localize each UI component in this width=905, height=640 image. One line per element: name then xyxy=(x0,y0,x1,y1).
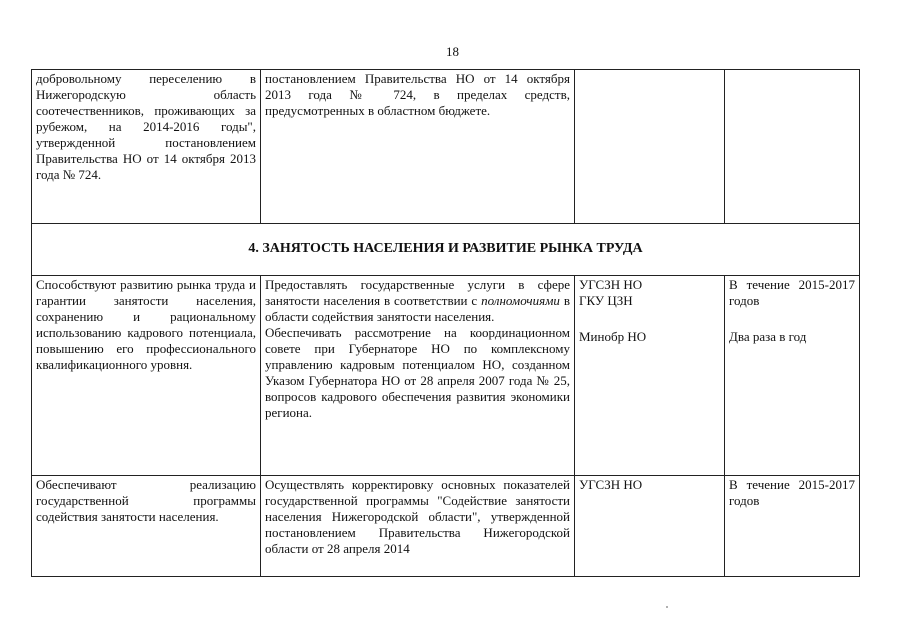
org-name: УГСЗН НО xyxy=(579,277,643,292)
italic-text: полномочиями xyxy=(481,293,560,308)
table-cell: УГСЗН НО xyxy=(575,476,725,577)
table-cell xyxy=(261,276,575,476)
table-cell xyxy=(575,276,725,476)
measures-table xyxy=(31,69,860,577)
page-number: 18 xyxy=(446,44,459,59)
text-span: в области содействия занятости населения. xyxy=(265,293,570,324)
deadline-text: В течение 2015-2017 годов xyxy=(729,277,855,308)
section-title: 4. ЗАНЯТОСТЬ НАСЕЛЕНИЯ И РАЗВИТИЕ РЫНКА ТРУДА xyxy=(32,224,860,276)
table-row xyxy=(32,276,860,476)
table-row xyxy=(32,476,860,577)
paragraph xyxy=(265,277,570,325)
section-row xyxy=(32,224,860,276)
table-cell: Осуществлять корректировку основных показателей государственной программы "Содействие занятости населения Нижегородской области", утвержденной постановлением Правительства Нижегородской области от 28 апреля 2014 xyxy=(261,476,575,577)
table-row xyxy=(32,70,860,224)
scan-speck xyxy=(664,604,670,610)
text-span: Предоставлять государственные услуги в сфере занятости населения в соответствии с xyxy=(265,277,570,308)
table-cell xyxy=(575,70,725,224)
table-cell: Обеспечивают реализацию государственной программы содействия занятости населения. xyxy=(32,476,261,577)
deadline-text: Два раза в год xyxy=(729,329,807,344)
table-cell xyxy=(725,70,860,224)
table-cell: В течение 2015-2017 годов xyxy=(725,476,860,577)
table-cell xyxy=(725,276,860,476)
table-cell: постановлением Правительства НО от 14 октября 2013 года № 724, в пределах средств, предусмотренных в областном бюджете. xyxy=(261,70,575,224)
table-cell: добровольному переселению в Нижегородскую область соотечественников, проживающих за рубежом, на 2014-2016 годы", утвержденной постановлением Правительства НО от 14 октября 2013 года № 724. xyxy=(32,70,261,224)
table-cell: Способствуют развитию рынка труда и гарантии занятости населения, сохранению и рациональному использованию кадрового потенциала, повышению его профессионального квалификационного уровня. xyxy=(32,276,261,476)
org-name: ГКУ ЦЗН xyxy=(579,293,633,308)
paragraph: Обеспечивать рассмотрение на координационном совете при Губернаторе НО по комплексному управлению кадровым потенциалом НО, созданном Указом Губернатора НО от 28 апреля 2007 года № 25, вопросов кадрового обеспечения развития экономики региона. xyxy=(265,325,570,420)
org-name: Минобр НО xyxy=(579,329,647,344)
